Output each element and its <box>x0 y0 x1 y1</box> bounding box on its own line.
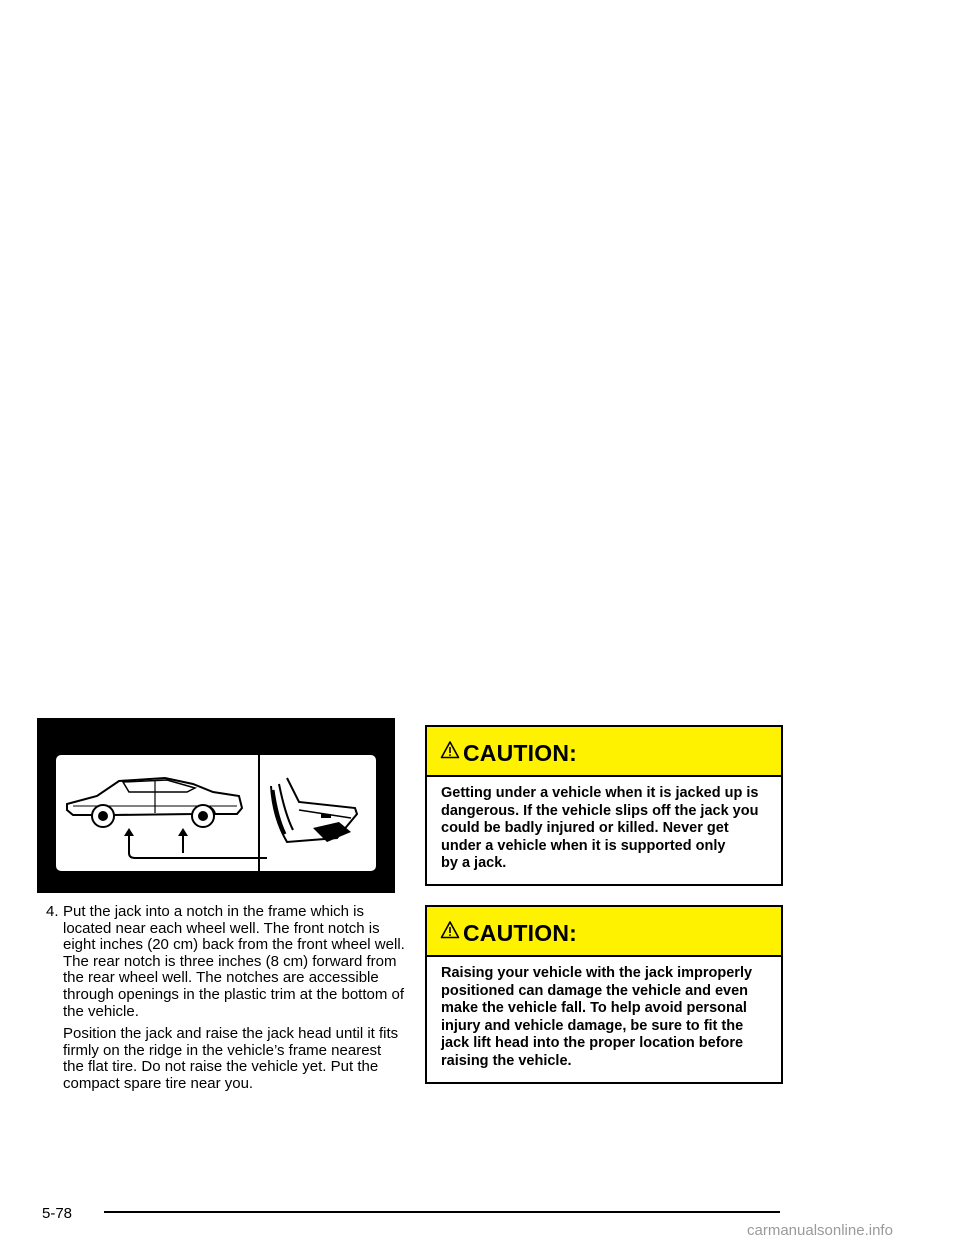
warning-triangle-icon <box>440 920 460 940</box>
caution-header <box>427 907 781 957</box>
caution-label: CAUTION: <box>463 740 578 766</box>
caution-label: CAUTION: <box>463 920 578 946</box>
caution-header <box>427 727 781 777</box>
watermark: carmanualsonline.info <box>747 1222 893 1239</box>
step-4 <box>46 904 406 1099</box>
step-number: 4. <box>46 903 59 920</box>
warning-triangle-icon <box>440 740 460 760</box>
step-4-paragraph-1: Put the jack into a notch in the frame which is located near each wheel well. The front notch is eight inches (20 cm) back from the front wheel well. The rear notch is three inches (8 cm) forward from the rear wheel well. The notches are accessible through openings in the plastic trim at the bottom of the vehicle. <box>63 903 405 1020</box>
footer-rule <box>104 1211 780 1213</box>
caution-box-jacked-vehicle <box>425 725 783 886</box>
page-number: 5-78 <box>42 1205 73 1222</box>
caution-box-jack-position <box>425 905 783 1084</box>
caution-text: Getting under a vehicle when it is jacked up is dangerous. If the vehicle slips off the jack you could be badly injured or killed. Never get under a vehicle when it is supported only by a jack. <box>441 785 759 871</box>
jacking-points-figure <box>37 718 395 893</box>
caution-text: Raising your vehicle with the jack improperly positioned can damage the vehicle and even make the vehicle fall. To help avoid personal injury and vehicle damage, be sure to fit the jack lift head into the proper location before raising the vehicle. <box>441 965 753 1069</box>
car-jacking-points-illustration <box>37 718 395 893</box>
step-4-paragraph-2: Position the jack and raise the jack head until it fits firmly on the ridge in the vehicle’s frame nearest the flat tire. Do not raise the vehicle yet. Put the compact spare tire near you. <box>63 1025 399 1092</box>
